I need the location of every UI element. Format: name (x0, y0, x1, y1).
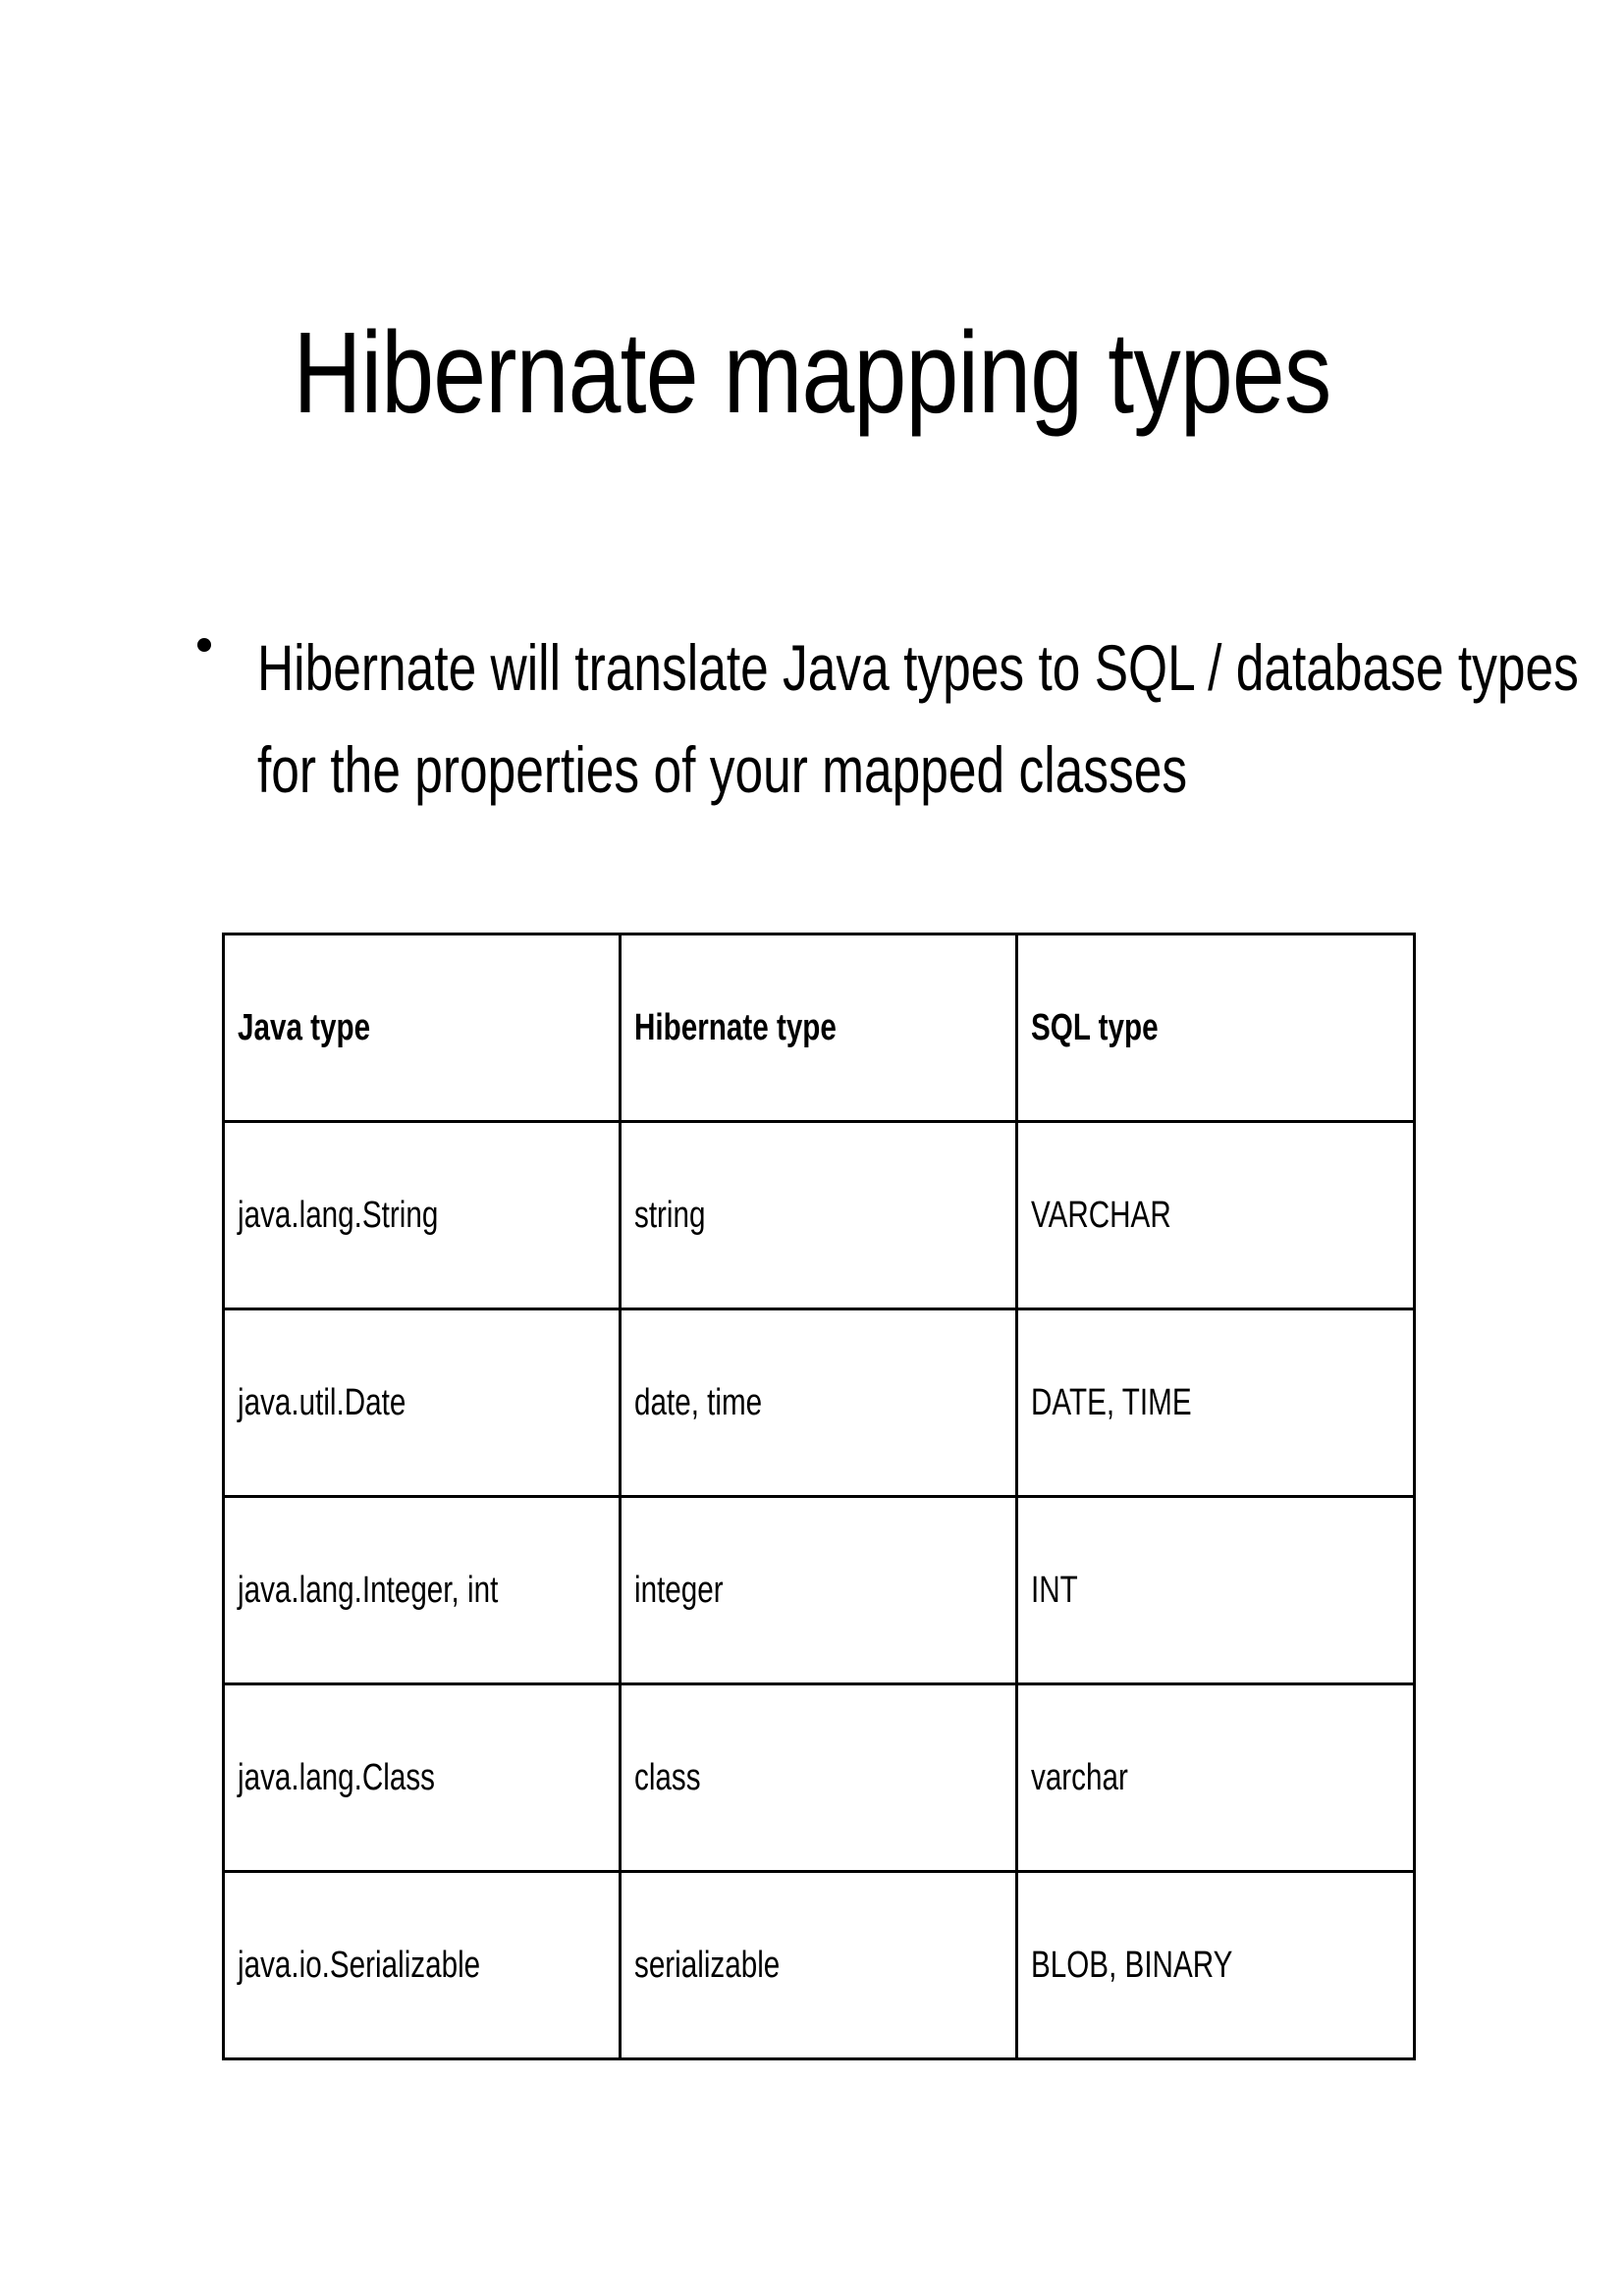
table-row (224, 1309, 1415, 1497)
table-cell: java.io.Serializable (224, 1872, 621, 2059)
table-row (224, 1122, 1415, 1309)
table-cell: serializable (621, 1872, 1017, 2059)
table-cell: VARCHAR (1017, 1122, 1415, 1309)
bullet-line: Hibernate will translate Java types to SQL / database types (257, 631, 1579, 704)
mapping-types-table (222, 933, 1416, 2060)
bullet-text (257, 616, 1579, 821)
column-header-hibernate-type: Hibernate type (621, 934, 1017, 1122)
table-cell: date, time (621, 1309, 1017, 1497)
table-cell: java.lang.String (224, 1122, 621, 1309)
table-header-row (224, 934, 1415, 1122)
column-header-java-type: Java type (224, 934, 621, 1122)
bullet-line: for the properties of your mapped classes (257, 733, 1188, 806)
table-cell: java.lang.Class (224, 1684, 621, 1872)
table-row (224, 1872, 1415, 2059)
table-cell: varchar (1017, 1684, 1415, 1872)
table-cell: java.lang.Integer, int (224, 1497, 621, 1684)
table-cell: BLOB, BINARY (1017, 1872, 1415, 2059)
table-cell: class (621, 1684, 1017, 1872)
table-cell: INT (1017, 1497, 1415, 1684)
table-cell: java.util.Date (224, 1309, 621, 1497)
table-cell: DATE, TIME (1017, 1309, 1415, 1497)
table-cell: integer (621, 1497, 1017, 1684)
bullet-dot-icon (197, 638, 211, 652)
column-header-sql-type: SQL type (1017, 934, 1415, 1122)
page-title: Hibernate mapping types (293, 308, 1331, 438)
table-row (224, 1684, 1415, 1872)
table-cell: string (621, 1122, 1017, 1309)
table-row (224, 1497, 1415, 1684)
